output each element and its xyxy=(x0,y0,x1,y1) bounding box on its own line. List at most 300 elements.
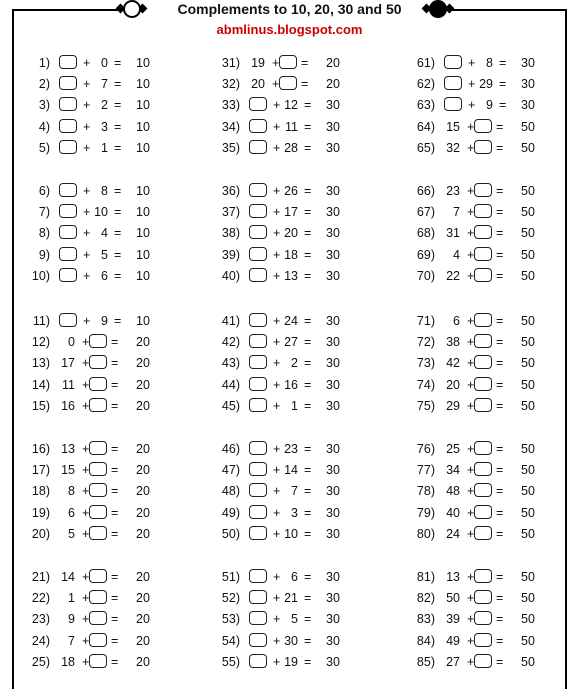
problem-number: 66) xyxy=(416,184,435,198)
addend: 18 xyxy=(284,247,298,262)
answer-box[interactable] xyxy=(249,505,267,519)
answer-box[interactable] xyxy=(89,654,107,668)
total: 30 xyxy=(326,226,340,241)
addend: 11 xyxy=(62,377,75,392)
answer-box[interactable] xyxy=(249,654,267,668)
answer-box[interactable] xyxy=(59,183,77,197)
problem-row xyxy=(22,503,192,523)
plus-sign: + xyxy=(467,591,475,606)
plus-sign: + xyxy=(467,570,475,584)
answer-box[interactable] xyxy=(59,97,77,111)
answer-box[interactable] xyxy=(89,377,107,391)
addend: 6 xyxy=(68,505,75,520)
plus-sign: + xyxy=(272,56,280,70)
problem-row xyxy=(212,53,382,73)
answer-box[interactable] xyxy=(249,204,267,218)
problem-row xyxy=(22,652,192,672)
answer-box[interactable] xyxy=(249,97,267,111)
total: 30 xyxy=(521,56,535,70)
answer-box[interactable] xyxy=(474,569,492,583)
equals-sign: = xyxy=(304,377,312,392)
total: 50 xyxy=(521,463,535,478)
answer-box[interactable] xyxy=(474,119,492,133)
plus-sign: + xyxy=(83,205,91,220)
addend: 24 xyxy=(446,526,460,541)
answer-box[interactable] xyxy=(249,633,267,647)
answer-box[interactable] xyxy=(89,462,107,476)
answer-box[interactable] xyxy=(89,611,107,625)
answer-box[interactable] xyxy=(474,633,492,647)
addend: 9 xyxy=(486,98,493,113)
problem-number: 81) xyxy=(416,570,435,584)
problem-number: 32) xyxy=(221,77,240,92)
addend: 13 xyxy=(61,442,75,456)
answer-box[interactable] xyxy=(474,355,492,369)
plus-sign: + xyxy=(273,526,281,541)
problem-row xyxy=(212,567,382,587)
plus-sign: + xyxy=(273,505,281,520)
total: 20 xyxy=(136,398,150,413)
addend: 25 xyxy=(446,442,460,456)
addend: 12 xyxy=(284,98,298,113)
answer-box[interactable] xyxy=(249,526,267,540)
problem-number: 40) xyxy=(221,268,240,283)
plus-sign: + xyxy=(273,591,281,606)
equals-sign: = xyxy=(304,398,312,413)
total: 30 xyxy=(326,591,340,606)
addend: 0 xyxy=(68,335,75,350)
problem-row xyxy=(212,631,382,651)
problem-number: 2) xyxy=(38,77,50,92)
addend: 7 xyxy=(68,633,75,648)
problem-row xyxy=(22,266,192,286)
answer-box[interactable] xyxy=(474,225,492,239)
equals-sign: = xyxy=(304,335,312,350)
total: 30 xyxy=(326,247,340,262)
problem-number: 53) xyxy=(221,612,240,627)
addend: 4 xyxy=(453,247,460,262)
total: 10 xyxy=(136,56,150,70)
problem-number: 80) xyxy=(416,526,435,541)
total: 30 xyxy=(326,526,340,541)
answer-box[interactable] xyxy=(444,55,462,69)
problem-number: 55) xyxy=(221,654,240,669)
problem-number: 39) xyxy=(221,247,240,262)
answer-box[interactable] xyxy=(474,268,492,282)
answer-box[interactable] xyxy=(89,633,107,647)
answer-box[interactable] xyxy=(474,505,492,519)
answer-box[interactable] xyxy=(89,334,107,348)
problem-number: 78) xyxy=(416,484,435,499)
plus-sign: + xyxy=(83,98,91,113)
answer-box[interactable] xyxy=(444,76,462,90)
answer-box[interactable] xyxy=(249,247,267,261)
answer-box[interactable] xyxy=(474,183,492,197)
equals-sign: = xyxy=(111,356,119,371)
plus-sign: + xyxy=(467,335,475,350)
answer-box[interactable] xyxy=(249,313,267,327)
addend: 9 xyxy=(101,314,108,328)
answer-box[interactable] xyxy=(59,247,77,261)
plus-sign: + xyxy=(83,77,91,92)
equals-sign: = xyxy=(301,77,309,92)
problem-number: 77) xyxy=(416,463,435,478)
total: 30 xyxy=(326,633,340,648)
plus-sign: + xyxy=(83,247,91,262)
answer-box[interactable] xyxy=(249,483,267,497)
total: 30 xyxy=(326,314,340,328)
problem-row xyxy=(407,503,577,523)
answer-box[interactable] xyxy=(474,462,492,476)
answer-box[interactable] xyxy=(89,441,107,455)
plus-sign: + xyxy=(273,633,281,648)
problem-number: 6) xyxy=(38,184,50,198)
addend: 1 xyxy=(68,591,75,606)
addend: 21 xyxy=(284,591,298,606)
plus-sign: + xyxy=(82,505,90,520)
plus-sign: + xyxy=(273,612,281,627)
addend: 48 xyxy=(446,484,460,499)
equals-sign: = xyxy=(496,526,504,541)
total: 20 xyxy=(136,654,150,669)
total: 30 xyxy=(521,98,535,113)
addend: 29 xyxy=(446,398,460,413)
plus-sign: + xyxy=(467,526,475,541)
answer-box[interactable] xyxy=(249,398,267,412)
addend: 14 xyxy=(61,570,75,584)
equals-sign: = xyxy=(496,505,504,520)
answer-box[interactable] xyxy=(474,590,492,604)
answer-box[interactable] xyxy=(89,569,107,583)
problem-row xyxy=(212,460,382,480)
plus-sign: + xyxy=(467,377,475,392)
answer-box[interactable] xyxy=(474,398,492,412)
answer-box[interactable] xyxy=(89,526,107,540)
total: 10 xyxy=(136,184,150,198)
plus-sign: + xyxy=(273,268,281,283)
total: 50 xyxy=(521,226,535,241)
plus-sign: + xyxy=(467,205,475,220)
answer-box[interactable] xyxy=(89,483,107,497)
problem-number: 43) xyxy=(221,356,240,371)
total: 50 xyxy=(521,442,535,456)
plus-sign: + xyxy=(273,335,281,350)
total: 20 xyxy=(136,442,150,456)
answer-box[interactable] xyxy=(444,97,462,111)
problem-number: 65) xyxy=(416,140,435,155)
problem-number: 8) xyxy=(38,226,50,241)
problem-row xyxy=(22,117,192,137)
plus-sign: + xyxy=(467,505,475,520)
plus-sign: + xyxy=(83,119,91,134)
plus-sign: + xyxy=(273,140,281,155)
problem-row xyxy=(212,117,382,137)
total: 20 xyxy=(136,526,150,541)
plus-sign: + xyxy=(273,314,281,328)
plus-sign: + xyxy=(82,633,90,648)
plus-sign: + xyxy=(83,140,91,155)
plus-sign: + xyxy=(82,612,90,627)
problem-row xyxy=(212,588,382,608)
problem-row xyxy=(407,181,577,201)
plus-sign: + xyxy=(82,654,90,669)
equals-sign: = xyxy=(114,314,122,328)
equals-sign: = xyxy=(111,505,119,520)
total: 50 xyxy=(521,140,535,155)
answer-box[interactable] xyxy=(279,76,297,90)
answer-box[interactable] xyxy=(474,140,492,154)
problem-number: 54) xyxy=(221,633,240,648)
total: 50 xyxy=(521,633,535,648)
addend: 9 xyxy=(68,612,75,627)
answer-box[interactable] xyxy=(249,225,267,239)
total: 30 xyxy=(326,98,340,113)
addend: 50 xyxy=(446,591,460,606)
answer-box[interactable] xyxy=(59,55,77,69)
problem-number: 11) xyxy=(32,314,50,328)
total: 50 xyxy=(521,654,535,669)
problem-number: 68) xyxy=(416,226,435,241)
addend: 16 xyxy=(61,398,75,413)
equals-sign: = xyxy=(111,398,119,413)
problem-number: 76) xyxy=(416,442,435,456)
addend: 27 xyxy=(446,654,460,669)
problem-row xyxy=(212,375,382,395)
plus-sign: + xyxy=(273,184,281,198)
problem-row xyxy=(212,524,382,544)
problem-number: 64) xyxy=(416,119,435,134)
problem-number: 49) xyxy=(221,505,240,520)
problem-row xyxy=(22,460,192,480)
plus-sign: + xyxy=(467,226,475,241)
plus-sign: + xyxy=(83,268,91,283)
equals-sign: = xyxy=(304,119,312,134)
plus-sign: + xyxy=(273,398,281,413)
plus-sign: + xyxy=(273,205,281,220)
problem-row xyxy=(212,138,382,158)
answer-box[interactable] xyxy=(249,355,267,369)
plus-sign: + xyxy=(273,98,281,113)
answer-box[interactable] xyxy=(249,590,267,604)
equals-sign: = xyxy=(111,633,119,648)
answer-box[interactable] xyxy=(249,611,267,625)
answer-box[interactable] xyxy=(249,462,267,476)
problem-row xyxy=(22,223,192,243)
answer-box[interactable] xyxy=(59,313,77,327)
addend: 1 xyxy=(101,140,108,155)
equals-sign: = xyxy=(304,591,312,606)
answer-box[interactable] xyxy=(474,441,492,455)
problem-number: 71) xyxy=(416,314,435,328)
total: 30 xyxy=(326,505,340,520)
addend: 19 xyxy=(251,56,265,70)
equals-sign: = xyxy=(496,247,504,262)
answer-box[interactable] xyxy=(474,654,492,668)
answer-box[interactable] xyxy=(89,355,107,369)
answer-box[interactable] xyxy=(474,204,492,218)
problem-row xyxy=(22,181,192,201)
problem-row xyxy=(212,652,382,672)
problem-row xyxy=(212,181,382,201)
problem-row xyxy=(22,245,192,265)
plus-sign: + xyxy=(467,484,475,499)
problem-number: 74) xyxy=(416,377,435,392)
problem-row xyxy=(212,481,382,501)
problem-number: 37) xyxy=(221,205,240,220)
equals-sign: = xyxy=(114,140,122,155)
total: 50 xyxy=(521,268,535,283)
problem-row xyxy=(407,631,577,651)
problem-number: 85) xyxy=(416,654,435,669)
problem-row xyxy=(22,95,192,115)
answer-box[interactable] xyxy=(249,268,267,282)
problem-number: 36) xyxy=(221,184,240,198)
problem-number: 21) xyxy=(31,570,50,584)
equals-sign: = xyxy=(304,314,312,328)
addend: 34 xyxy=(446,463,460,478)
problem-row xyxy=(212,266,382,286)
problem-row xyxy=(22,311,192,331)
total: 50 xyxy=(521,484,535,499)
total: 30 xyxy=(326,184,340,198)
plus-sign: + xyxy=(82,463,90,478)
addend: 16 xyxy=(284,377,298,392)
addend: 6 xyxy=(291,570,298,584)
answer-box[interactable] xyxy=(89,590,107,604)
problem-row xyxy=(407,223,577,243)
plus-sign: + xyxy=(273,356,281,371)
answer-box[interactable] xyxy=(279,55,297,69)
plus-sign: + xyxy=(467,463,475,478)
equals-sign: = xyxy=(496,570,504,584)
problem-number: 79) xyxy=(416,505,435,520)
answer-box[interactable] xyxy=(59,76,77,90)
answer-box[interactable] xyxy=(474,334,492,348)
problem-number: 14) xyxy=(31,377,50,392)
equals-sign: = xyxy=(111,612,119,627)
addend: 10 xyxy=(284,526,298,541)
addend: 14 xyxy=(284,463,298,478)
plus-sign: + xyxy=(468,98,476,113)
total: 30 xyxy=(326,119,340,134)
problem-number: 73) xyxy=(416,356,435,371)
answer-box[interactable] xyxy=(474,247,492,261)
answer-box[interactable] xyxy=(59,268,77,282)
site-url: abmlinus.blogspot.com xyxy=(216,22,363,37)
addend: 5 xyxy=(101,247,108,262)
problem-number: 1) xyxy=(38,56,50,70)
problem-row xyxy=(22,353,192,373)
answer-box[interactable] xyxy=(59,225,77,239)
problem-row xyxy=(407,481,577,501)
answer-box[interactable] xyxy=(249,119,267,133)
equals-sign: = xyxy=(304,226,312,241)
equals-sign: = xyxy=(304,442,312,456)
answer-box[interactable] xyxy=(474,526,492,540)
plus-sign: + xyxy=(273,570,281,584)
answer-box[interactable] xyxy=(59,119,77,133)
answer-box[interactable] xyxy=(474,483,492,497)
addend: 32 xyxy=(446,140,460,155)
problem-row xyxy=(22,588,192,608)
answer-box[interactable] xyxy=(249,183,267,197)
addend: 7 xyxy=(291,484,298,499)
answer-box[interactable] xyxy=(249,377,267,391)
problem-number: 38) xyxy=(221,226,240,241)
equals-sign: = xyxy=(111,463,119,478)
plus-sign: + xyxy=(467,612,475,627)
total: 50 xyxy=(521,398,535,413)
equals-sign: = xyxy=(499,98,507,113)
answer-box[interactable] xyxy=(59,204,77,218)
total: 30 xyxy=(326,335,340,350)
problem-row xyxy=(407,138,577,158)
equals-sign: = xyxy=(114,184,122,198)
answer-box[interactable] xyxy=(474,611,492,625)
problem-row xyxy=(22,524,192,544)
problem-number: 70) xyxy=(416,268,435,283)
total: 30 xyxy=(326,484,340,499)
problem-number: 44) xyxy=(221,377,240,392)
plus-sign: + xyxy=(83,184,91,198)
answer-box[interactable] xyxy=(59,140,77,154)
total: 30 xyxy=(326,570,340,584)
page-title: Complements to 10, 20, 30 and 50 xyxy=(177,1,402,17)
total: 50 xyxy=(521,356,535,371)
addend: 13 xyxy=(446,570,460,584)
addend: 3 xyxy=(291,505,298,520)
plus-sign: + xyxy=(82,356,90,371)
problem-row xyxy=(22,609,192,629)
problem-number: 72) xyxy=(416,335,435,350)
plus-sign: + xyxy=(272,77,280,92)
problem-number: 33) xyxy=(221,98,240,113)
total: 20 xyxy=(326,77,340,92)
answer-box[interactable] xyxy=(89,398,107,412)
addend: 8 xyxy=(68,484,75,499)
problem-row xyxy=(407,588,577,608)
answer-box[interactable] xyxy=(249,334,267,348)
answer-box[interactable] xyxy=(89,505,107,519)
problem-number: 34) xyxy=(221,119,240,134)
problem-row xyxy=(22,631,192,651)
problem-row xyxy=(407,202,577,222)
equals-sign: = xyxy=(111,484,119,499)
problem-number: 16) xyxy=(31,442,50,456)
addend: 40 xyxy=(446,505,460,520)
total: 30 xyxy=(326,612,340,627)
answer-box[interactable] xyxy=(249,140,267,154)
problem-row xyxy=(407,524,577,544)
problem-number: 75) xyxy=(416,398,435,413)
equals-sign: = xyxy=(114,205,122,220)
plus-sign: + xyxy=(273,442,281,456)
equals-sign: = xyxy=(496,184,504,198)
plus-sign: + xyxy=(467,314,475,328)
problem-row xyxy=(22,74,192,94)
addend: 29 xyxy=(479,77,493,92)
problem-number: 10) xyxy=(31,268,50,283)
equals-sign: = xyxy=(304,505,312,520)
answer-box[interactable] xyxy=(249,569,267,583)
plus-sign: + xyxy=(82,570,90,584)
addend: 49 xyxy=(446,633,460,648)
answer-box[interactable] xyxy=(474,377,492,391)
answer-box[interactable] xyxy=(249,441,267,455)
equals-sign: = xyxy=(114,98,122,113)
addend: 30 xyxy=(284,633,298,648)
answer-box[interactable] xyxy=(474,313,492,327)
